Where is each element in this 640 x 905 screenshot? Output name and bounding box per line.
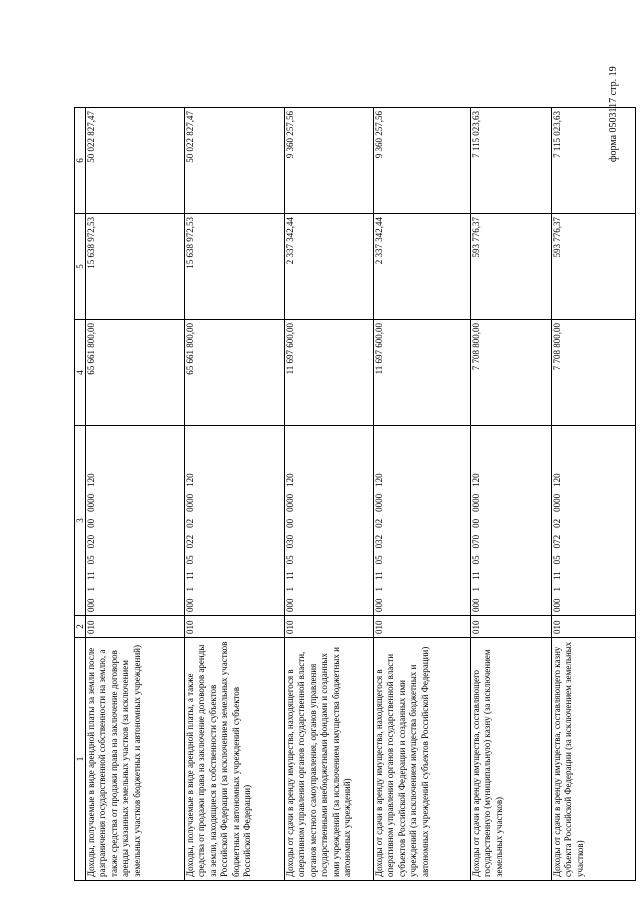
kbk-part: 05 — [471, 555, 481, 565]
table-row — [552, 108, 636, 881]
kbk-part: 000 — [86, 598, 96, 612]
kbk-part: 11 — [374, 571, 384, 580]
report-table — [74, 107, 636, 881]
kbk-part: 1 — [471, 587, 481, 592]
table-row — [374, 108, 471, 881]
kbk-part: 120 — [552, 473, 562, 487]
kbk-part: 020 — [86, 534, 96, 549]
row-approved: 65 661 800,00 — [86, 320, 185, 426]
kbk-part: 02 — [374, 518, 384, 528]
row-approved: 7 708 800,00 — [552, 320, 636, 426]
kbk-part: 05 — [374, 555, 384, 565]
row-unexecuted: 9 360 257,56 — [374, 108, 471, 214]
row-budget-code — [285, 426, 374, 616]
kbk-part: 00 — [86, 518, 96, 528]
kbk-part: 070 — [471, 534, 481, 549]
kbk-part: 1 — [185, 587, 195, 592]
kbk-part: 02 — [185, 518, 195, 528]
kbk-part: 0000 — [471, 493, 481, 512]
kbk-part: 120 — [185, 473, 195, 487]
kbk-part: 05 — [552, 555, 562, 565]
row-line-code: 010 — [185, 616, 285, 638]
row-executed: 593 776,37 — [471, 214, 552, 320]
kbk-part: 022 — [185, 534, 195, 549]
kbk-part: 0000 — [285, 493, 295, 512]
row-name: Доходы от сдачи в аренду имущества, находящегося в оперативном управлении органов государственной власти, органов местного самоуправления, органов управления государственными внебюджетными фондами и созданных ими учреждений (за исключением имущества бюджетных и автономных учреждений) — [285, 638, 374, 881]
row-approved: 65 661 800,00 — [185, 320, 285, 426]
row-budget-code — [86, 426, 185, 616]
kbk-part: 000 — [185, 598, 195, 612]
row-unexecuted: 50 022 827,47 — [86, 108, 185, 214]
row-executed: 15 638 972,53 — [86, 214, 185, 320]
row-executed: 2 337 342,44 — [285, 214, 374, 320]
table-row — [285, 108, 374, 881]
kbk-part: 11 — [285, 571, 295, 580]
row-approved: 11 697 600,00 — [374, 320, 471, 426]
kbk-part: 0000 — [374, 493, 384, 512]
kbk-part: 072 — [552, 534, 562, 549]
row-name: Доходы, получаемые в виде арендной платы за земли после разграничения государственной собственности на землю, а также средства от продажи права на заключение договоров аренды указанных земельных участков (за исключением земельных участков бюджетных и автономных учреждений) — [86, 638, 185, 881]
kbk-part: 02 — [552, 518, 562, 528]
kbk-part: 0000 — [185, 493, 195, 512]
kbk-part: 000 — [285, 598, 295, 612]
kbk-part: 00 — [471, 518, 481, 528]
kbk-part: 11 — [185, 571, 195, 580]
table-row — [471, 108, 552, 881]
kbk-part: 11 — [86, 571, 96, 580]
header-col-1: 1 — [75, 638, 86, 881]
form-note: форма 0503117 стр. 19 — [608, 66, 619, 162]
row-unexecuted: 7 115 023,63 — [552, 108, 636, 214]
header-col-3: 3 — [75, 426, 86, 616]
row-name: Доходы от сдачи в аренду имущества, составляющего казну субъекта Российской Федерации (за исключением земельных участков) — [552, 638, 636, 881]
row-budget-code — [552, 426, 636, 616]
row-name: Доходы от сдачи в аренду имущества, составляющего государственную (муниципальную) казну (за исключением земельных участков) — [471, 638, 552, 881]
kbk-part: 032 — [374, 534, 384, 549]
kbk-part: 1 — [374, 587, 384, 592]
row-executed: 15 638 972,53 — [185, 214, 285, 320]
row-unexecuted: 9 360 257,56 — [285, 108, 374, 214]
kbk-part: 030 — [285, 534, 295, 549]
row-executed: 2 337 342,44 — [374, 214, 471, 320]
row-budget-code — [185, 426, 285, 616]
kbk-part: 000 — [471, 598, 481, 612]
kbk-part: 120 — [471, 473, 481, 487]
row-executed: 593 776,37 — [552, 214, 636, 320]
kbk-part: 05 — [185, 555, 195, 565]
header-col-5: 5 — [75, 214, 86, 320]
kbk-part: 11 — [552, 571, 562, 580]
kbk-part: 000 — [552, 598, 562, 612]
table-row — [185, 108, 285, 881]
kbk-part: 11 — [471, 571, 481, 580]
kbk-part: 000 — [374, 598, 384, 612]
kbk-part: 120 — [374, 473, 384, 487]
row-line-code: 010 — [285, 616, 374, 638]
header-col-6: 6 — [75, 108, 86, 214]
row-budget-code — [374, 426, 471, 616]
kbk-part: 1 — [552, 587, 562, 592]
kbk-part: 05 — [285, 555, 295, 565]
kbk-part: 120 — [285, 473, 295, 487]
kbk-part: 1 — [285, 587, 295, 592]
kbk-part: 0000 — [86, 493, 96, 512]
header-col-2: 2 — [75, 616, 86, 638]
kbk-part: 1 — [86, 587, 96, 592]
row-unexecuted: 50 022 827,47 — [185, 108, 285, 214]
row-name: Доходы от сдачи в аренду имущества, находящегося в оперативном управлении органов государственной власти субъектов Российской Федерации и созданных ими учреждений (за исключением имущества бюджетных и автономных учреждений субъектов Российской Федерации) — [374, 638, 471, 881]
row-line-code: 010 — [552, 616, 636, 638]
header-col-4: 4 — [75, 320, 86, 426]
row-line-code: 010 — [374, 616, 471, 638]
table-row — [86, 108, 185, 881]
row-unexecuted: 7 115 023,63 — [471, 108, 552, 214]
row-approved: 7 708 800,00 — [471, 320, 552, 426]
row-name: Доходы, получаемые в виде арендной платы, а также средства от продажи права на заключение договоров аренды за земли, находящиеся в собственности субъектов Российской Федерации (за исключением земельных участков бюджетных и автономных учреждений субъектов Российской Федерации) — [185, 638, 285, 881]
row-line-code: 010 — [471, 616, 552, 638]
kbk-part: 0000 — [552, 493, 562, 512]
row-approved: 11 697 600,00 — [285, 320, 374, 426]
row-budget-code — [471, 426, 552, 616]
row-line-code: 010 — [86, 616, 185, 638]
kbk-part: 120 — [86, 473, 96, 487]
header-row — [75, 108, 86, 881]
kbk-part: 00 — [285, 518, 295, 528]
kbk-part: 05 — [86, 555, 96, 565]
